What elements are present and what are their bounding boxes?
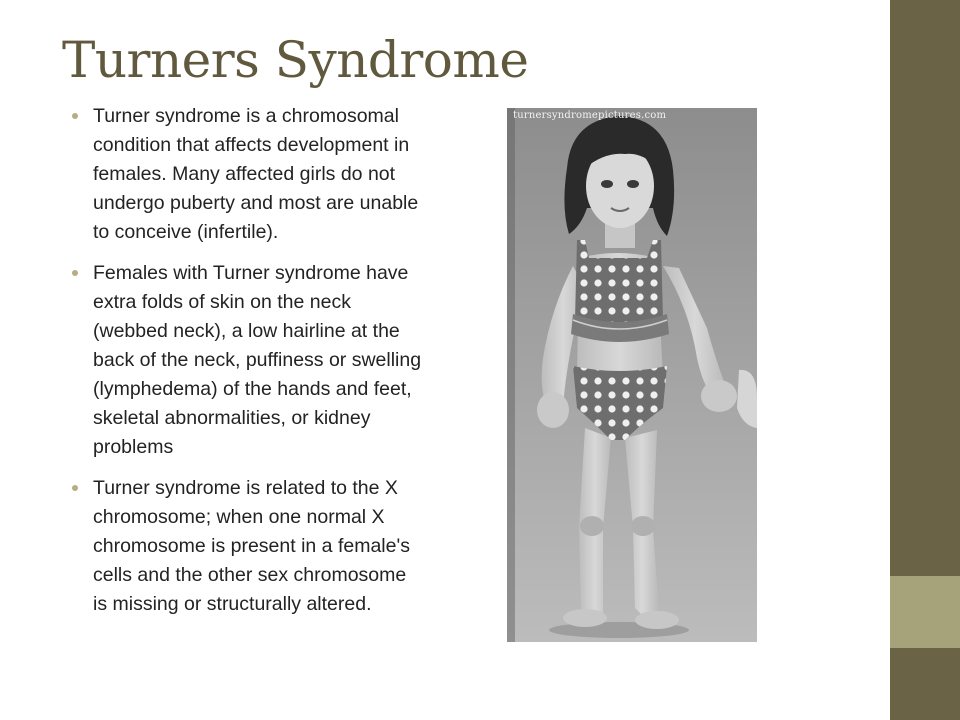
bullet-dot-icon — [72, 485, 78, 491]
photo — [507, 108, 757, 642]
sidebar-decoration-top — [890, 0, 960, 576]
bullet-list — [72, 102, 424, 631]
bullet-text: Turner syndrome is related to the X chromosome; when one normal X chromosome is present in a female's cells and the other sex chromosome is missing or structurally altered. — [93, 477, 410, 615]
bullet-dot-icon — [72, 270, 78, 276]
bullet-item — [72, 259, 424, 462]
slide-title: Turners Syndrome — [62, 31, 529, 89]
photo-illustration — [507, 108, 757, 642]
bullet-item — [72, 474, 424, 619]
bullet-item — [72, 102, 424, 247]
bullet-dot-icon — [72, 113, 78, 119]
bullet-text: Turner syndrome is a chromosomal condition that affects development in females. Many affected girls do not undergo puberty and most are unable to conceive (infertile). — [93, 105, 419, 243]
sidebar-decoration-bottom — [890, 648, 960, 720]
bullet-text: Females with Turner syndrome have extra folds of skin on the neck (webbed neck), a low hairline at the back of the neck, puffiness or swelling (lymphedema) of the hands and feet, skeletal abnormalities, or kidney problems — [93, 262, 422, 458]
sidebar-decoration-accent — [890, 576, 960, 648]
photo-watermark: turnersyndromepictures.com — [513, 110, 667, 121]
